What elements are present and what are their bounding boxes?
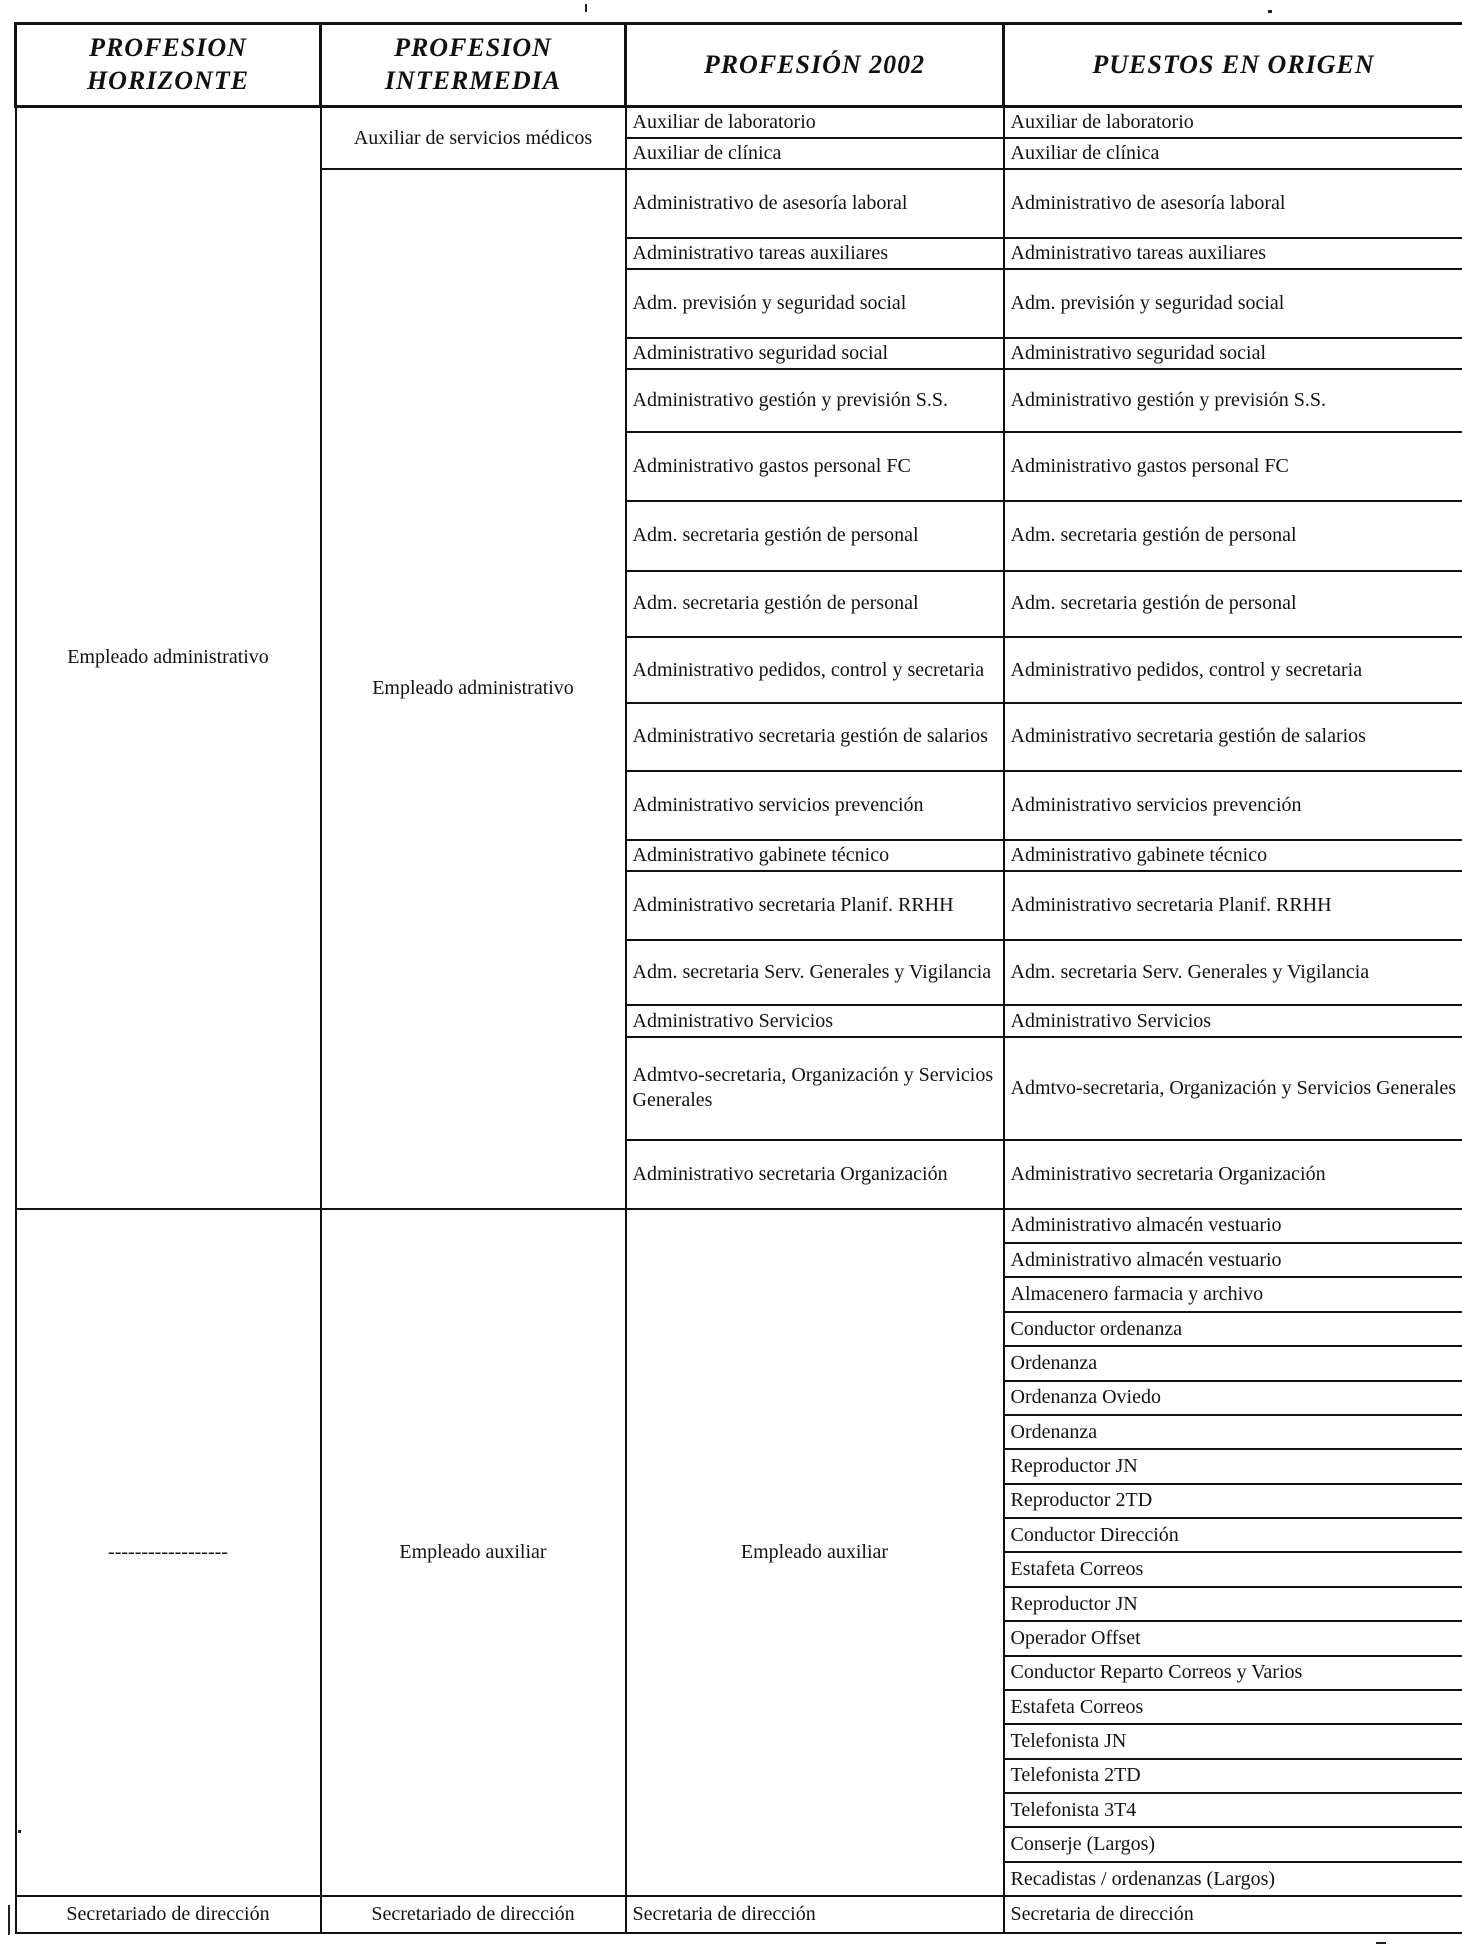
- header-row: [16, 24, 1462, 107]
- profesion-2002-cell: Auxiliar de clínica: [626, 138, 1004, 169]
- profesion-2002-cell: Administrativo secretaria Organización: [626, 1140, 1004, 1209]
- puesto-cell: Administrativo gabinete técnico: [1004, 840, 1462, 871]
- profesion-2002-cell: Administrativo secretaria gestión de salarios: [626, 703, 1004, 771]
- puesto-cell: Administrativo secretaria gestión de salarios: [1004, 703, 1462, 771]
- puesto-cell: Reproductor 2TD: [1004, 1484, 1462, 1518]
- profesion-2002-cell: Administrativo servicios prevención: [626, 771, 1004, 840]
- puesto-cell: Administrativo de asesoría laboral: [1004, 169, 1462, 238]
- profesion-2002-cell: Empleado auxiliar: [626, 1209, 1004, 1897]
- puesto-cell: Telefonista 3T4: [1004, 1793, 1462, 1827]
- table-row: [16, 1896, 1462, 1933]
- scan-mark: [585, 4, 587, 12]
- puesto-cell: Ordenanza Oviedo: [1004, 1381, 1462, 1415]
- puesto-cell: Administrativo seguridad social: [1004, 338, 1462, 369]
- profesion-2002-cell: Administrativo de asesoría laboral: [626, 169, 1004, 238]
- intermedia-cell: Auxiliar de servicios médicos: [321, 106, 626, 169]
- puesto-cell: Almacenero farmacia y archivo: [1004, 1277, 1462, 1311]
- table-row: [16, 106, 1462, 137]
- puesto-cell: Administrativo servicios prevención: [1004, 771, 1462, 840]
- profesion-2002-cell: Administrativo pedidos, control y secretaria: [626, 637, 1004, 703]
- puesto-cell: Telefonista JN: [1004, 1724, 1462, 1758]
- puesto-cell: Admtvo-secretaria, Organización y Servicios Generales: [1004, 1037, 1462, 1140]
- scan-mark: [1376, 1942, 1386, 1944]
- puesto-cell: Administrativo pedidos, control y secretaria: [1004, 637, 1462, 703]
- puesto-cell: Administrativo secretaria Organización: [1004, 1140, 1462, 1209]
- profesion-2002-cell: Administrativo Servicios: [626, 1005, 1004, 1036]
- puesto-cell: Adm. previsión y seguridad social: [1004, 269, 1462, 338]
- horizonte-cell: Secretariado de dirección: [16, 1896, 321, 1933]
- puesto-cell: Administrativo almacén vestuario: [1004, 1209, 1462, 1243]
- puesto-cell: Auxiliar de clínica: [1004, 138, 1462, 169]
- profesion-2002-cell: Adm. secretaria Serv. Generales y Vigilancia: [626, 940, 1004, 1006]
- horizonte-cell: Empleado administrativo: [16, 106, 321, 1208]
- header-intermedia: PROFESION INTERMEDIA: [321, 24, 626, 107]
- puesto-cell: Reproductor JN: [1004, 1449, 1462, 1483]
- puesto-cell: Conductor Reparto Correos y Varios: [1004, 1656, 1462, 1690]
- intermedia-cell: Empleado auxiliar: [321, 1209, 626, 1897]
- puesto-cell: Administrativo gestión y previsión S.S.: [1004, 369, 1462, 432]
- puesto-cell: Administrativo gastos personal FC: [1004, 432, 1462, 501]
- puesto-cell: Adm. secretaria Serv. Generales y Vigilancia: [1004, 940, 1462, 1006]
- intermedia-cell: Secretariado de dirección: [321, 1896, 626, 1933]
- puesto-cell: Adm. secretaria gestión de personal: [1004, 571, 1462, 638]
- puesto-cell: Administrativo almacén vestuario: [1004, 1243, 1462, 1277]
- header-horizonte: PROFESION HORIZONTE: [16, 24, 321, 107]
- profesion-2002-cell: Secretaria de dirección: [626, 1896, 1004, 1933]
- profesion-2002-cell: Administrativo tareas auxiliares: [626, 238, 1004, 269]
- puesto-cell: Conductor ordenanza: [1004, 1312, 1462, 1346]
- header-puestos-origen: PUESTOS EN ORIGEN: [1004, 24, 1462, 107]
- puesto-cell: Auxiliar de laboratorio: [1004, 106, 1462, 137]
- profesion-2002-cell: Administrativo gastos personal FC: [626, 432, 1004, 501]
- profesion-2002-cell: Administrativo gestión y previsión S.S.: [626, 369, 1004, 432]
- puesto-cell: Estafeta Correos: [1004, 1690, 1462, 1724]
- scan-mark: [8, 1905, 10, 1935]
- horizonte-cell: ------------------: [16, 1209, 321, 1897]
- profesion-2002-cell: Administrativo secretaria Planif. RRHH: [626, 871, 1004, 940]
- profesion-2002-cell: Adm. secretaria gestión de personal: [626, 571, 1004, 638]
- profesion-2002-cell: Adm. previsión y seguridad social: [626, 269, 1004, 338]
- puesto-cell: Telefonista 2TD: [1004, 1759, 1462, 1793]
- profesion-2002-cell: Adm. secretaria gestión de personal: [626, 501, 1004, 571]
- profession-table: [14, 22, 1462, 1934]
- profesion-2002-cell: Administrativo seguridad social: [626, 338, 1004, 369]
- scan-mark: [1268, 10, 1272, 13]
- puesto-cell: Adm. secretaria gestión de personal: [1004, 501, 1462, 571]
- puesto-cell: Conductor Dirección: [1004, 1518, 1462, 1552]
- puesto-cell: Secretaria de dirección: [1004, 1896, 1462, 1933]
- profesion-2002-cell: Admtvo-secretaria, Organización y Servicios Generales: [626, 1037, 1004, 1140]
- puesto-cell: Administrativo tareas auxiliares: [1004, 238, 1462, 269]
- puesto-cell: Ordenanza: [1004, 1346, 1462, 1380]
- table-row: [16, 1209, 1462, 1243]
- header-profesion-2002: PROFESIÓN 2002: [626, 24, 1004, 107]
- puesto-cell: Ordenanza: [1004, 1415, 1462, 1449]
- puesto-cell: Administrativo secretaria Planif. RRHH: [1004, 871, 1462, 940]
- puesto-cell: Recadistas / ordenanzas (Largos): [1004, 1862, 1462, 1896]
- profesion-2002-cell: Administrativo gabinete técnico: [626, 840, 1004, 871]
- puesto-cell: Administrativo Servicios: [1004, 1005, 1462, 1036]
- puesto-cell: Operador Offset: [1004, 1621, 1462, 1655]
- intermedia-cell: Empleado administrativo: [321, 169, 626, 1209]
- puesto-cell: Reproductor JN: [1004, 1587, 1462, 1621]
- puesto-cell: Estafeta Correos: [1004, 1552, 1462, 1586]
- profesion-2002-cell: Auxiliar de laboratorio: [626, 106, 1004, 137]
- puesto-cell: Conserje (Largos): [1004, 1827, 1462, 1861]
